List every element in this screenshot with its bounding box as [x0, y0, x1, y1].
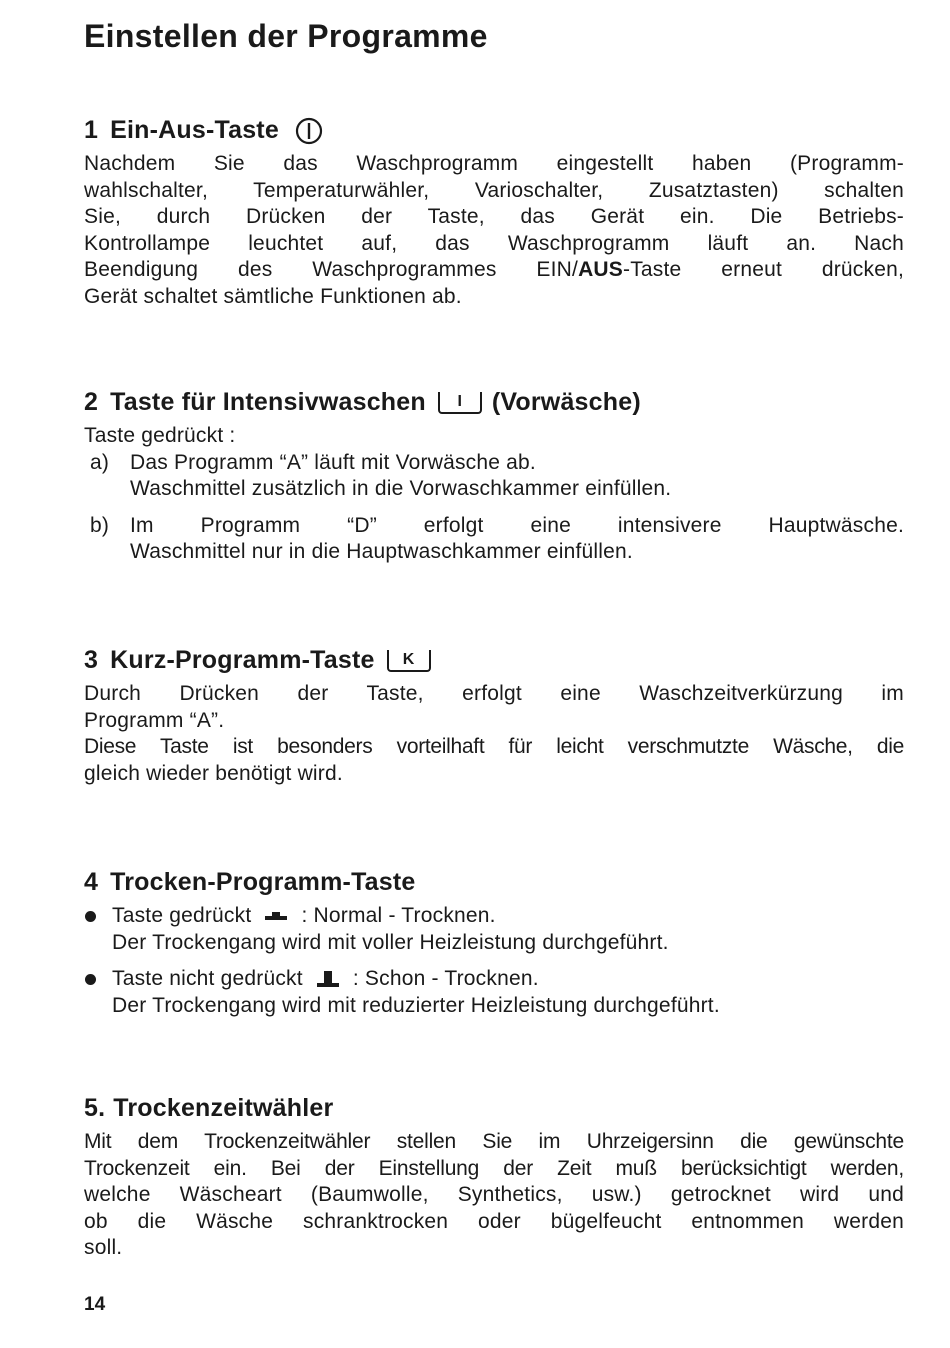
section-heading [84, 116, 904, 145]
list-body [130, 450, 904, 503]
text-fragment: Beendigung des Waschprogrammes [84, 258, 537, 281]
text-line: wahlschalter, Temperaturwähler, Varioschalter, Zusatztasten) schalten [84, 178, 904, 202]
list-item [90, 450, 904, 503]
section-number: 3 [84, 646, 99, 674]
list-marker: b) [90, 513, 110, 537]
text-line: Trockenzeit ein. Bei der Einstellung der Zeit muß berücksichtigt werden, [84, 1156, 904, 1180]
text-line: Durch Drücken der Taste, erfolgt eine Waschzeitverkürzung im [84, 682, 904, 705]
section-paragraph [84, 151, 904, 310]
section-trockenzeitwaehler [84, 1094, 904, 1262]
section-number: 5. [84, 1094, 106, 1122]
list-item [84, 903, 904, 956]
text-line: gleich wieder benötigt wird. [84, 761, 343, 785]
bullet-icon [84, 966, 112, 1019]
list-body [112, 903, 904, 956]
text-line: welche Wäscheart (Baumwolle, Synthetics, usw.) getrocknet wird und [84, 1183, 904, 1206]
text-line: Im Programm “D” erfolgt eine intensivere Hauptwäsche. [130, 513, 904, 537]
aus-label: AUS [578, 258, 624, 281]
section-title: Trockenzeitwähler [113, 1094, 334, 1122]
text-line: ob die Wäsche schranktrocken oder bügelfeucht entnommen werden [84, 1209, 904, 1233]
section-heading [84, 1094, 904, 1123]
section-title: Taste für Intensivwaschen [110, 388, 426, 416]
text-line: Sie, durch Drücken der Taste, das Gerät ein. Die Betriebs- [84, 205, 904, 228]
section-heading [84, 388, 904, 417]
intensiv-key-icon: I [438, 392, 482, 414]
section-heading [84, 646, 904, 675]
text-line: Kontrollampe leuchtet auf, das Waschprogramm läuft an. Nach [84, 231, 904, 255]
page-number: 14 [84, 1294, 106, 1315]
text-line: Das Programm “A” läuft mit Vorwäsche ab. [130, 450, 536, 474]
section-title-suffix: (Vorwäsche) [491, 388, 641, 416]
ein-label: EIN/ [536, 258, 579, 281]
section-number: 4 [84, 868, 99, 896]
text-fragment: : Normal - Trocknen. [301, 904, 496, 927]
section-paragraph [84, 681, 904, 787]
power-symbol-icon [295, 117, 323, 145]
text-line: Der Trockengang wird mit voller Heizleistung durchgeführt. [112, 930, 669, 954]
text-line: Mit dem Trockenzeitwähler stellen Sie im Uhrzeigersinn die gewünschte [84, 1130, 904, 1153]
text-line: Der Trockengang wird mit reduzierter Heizleistung durchgeführt. [112, 993, 720, 1017]
key-pressed-icon [263, 909, 289, 923]
section-heading [84, 868, 904, 897]
text-line: soll. [84, 1236, 123, 1259]
section-number: 1 [84, 116, 99, 144]
text-line [112, 903, 904, 930]
text-fragment: -Taste erneut drücken, [623, 258, 904, 281]
text-line: Diese Taste ist besonders vorteilhaft für leicht verschmutzte Wäsche, die [84, 735, 904, 758]
list-item [90, 513, 904, 566]
text-line: Waschmittel nur in die Hauptwaschkammer einfüllen. [130, 540, 633, 563]
section-intensivwaschen [84, 388, 904, 566]
page-title: Einstellen der Programme [84, 18, 488, 54]
list-item [84, 966, 904, 1019]
section-title: Trocken-Programm-Taste [110, 868, 416, 896]
text-fragment: : Schon - Trocknen. [352, 967, 539, 990]
text-line: Waschmittel zusätzlich in die Vorwaschkammer einfüllen. [130, 477, 672, 500]
bullet-icon [84, 903, 112, 956]
text-line: Programm “A”. [84, 708, 225, 732]
text-fragment: Taste gedrückt [112, 904, 252, 927]
list-body [112, 966, 904, 1019]
list-marker: a) [90, 450, 110, 474]
text-fragment: Taste nicht gedrückt [112, 967, 303, 990]
intro-text: Taste gedrückt : [84, 424, 236, 447]
section-number: 2 [84, 388, 99, 416]
text-line: Nachdem Sie das Waschprogramm eingestellt haben (Programm- [84, 152, 904, 175]
section-ein-aus-taste [84, 116, 904, 310]
text-line: Gerät schaltet sämtliche Funktionen ab. [84, 284, 462, 308]
kurz-key-icon: K [387, 650, 431, 672]
key-released-icon [315, 969, 341, 989]
section-kurz-programm [84, 646, 904, 787]
list-body [130, 513, 904, 566]
text-line [112, 966, 904, 993]
section-paragraph [84, 1129, 904, 1262]
section-title: Kurz-Programm-Taste [110, 646, 375, 674]
section-title: Ein-Aus-Taste [110, 116, 279, 144]
section-trocken-programm [84, 868, 904, 1019]
text-line [84, 257, 904, 284]
